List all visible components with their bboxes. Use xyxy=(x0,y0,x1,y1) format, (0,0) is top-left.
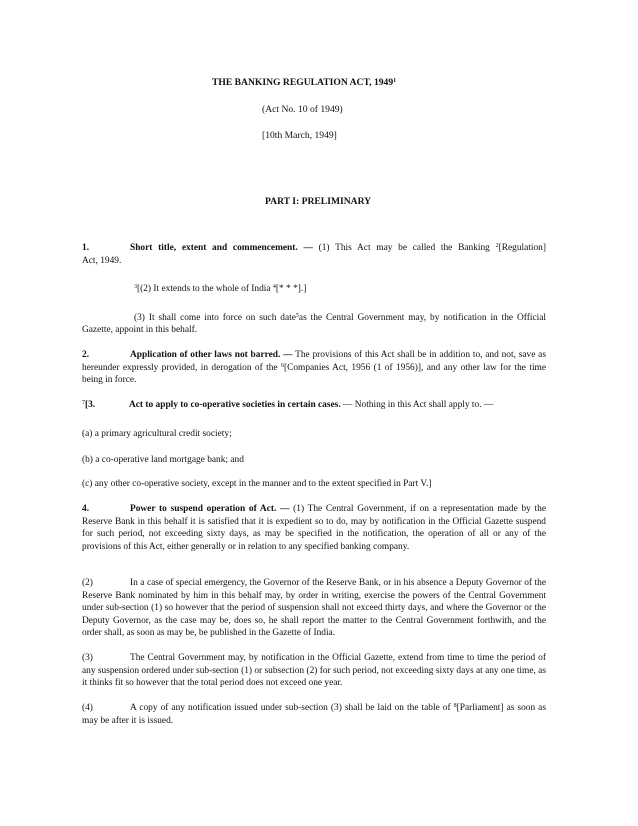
footnote-ref: 1 xyxy=(393,78,397,84)
act-number: (Act No. 10 of 1949) xyxy=(262,104,343,115)
section-1-3: (3) It shall come into force on such date$^5$as the Central Government may, by notification in the Official xyxy=(134,313,546,323)
section-3-item-b: (b) a co-operative land mortgage bank; and xyxy=(82,455,244,465)
section-4-4: (4) A copy of any notification issued under sub-section (3) shall be laid on the table of $^8$[Parliament] as soon as may be after it is issued. xyxy=(82,703,546,726)
section-4-3: (3) The Central Government may, by notification in the Official Gazette, extend from time to time the period of any suspension ordered under sub-section (1) or subsection (2) for such period, not exceeding sixty days at any one time, as it thinks fit so however that the total period does not exceed one year. xyxy=(82,653,546,689)
part-heading: PART I: PRELIMINARY xyxy=(265,196,372,207)
act-date: [10th March, 1949] xyxy=(262,130,337,141)
section-4: 4. Power to suspend operation of Act. — (1) The Central Government, if on a representation made by the Reserve Bank in this behalf it is satisfied that it is expedient so to do, may by notification in the Official Gazette suspend for such period, not exceeding sixty days, as may be specified in the notification, the operation of all or any of the provisions of this Act, either generally or in relation to any specified banking company. xyxy=(82,504,547,552)
section-1-continued: Act, 1949. xyxy=(82,256,122,266)
section-3: $^7$[3. Act to apply to co-operative societies in certain cases. — Nothing in this Act shall apply to. — xyxy=(82,400,494,410)
section-2: 2. Application of other laws not barred. — The provisions of this Act shall be in addition to, and not, save as hereunder expressly provided, in derogation of the $^6$[Companies Act, 1956 (1 of 1956)], and any other law for the time being in force. xyxy=(82,350,546,386)
section-1-3-continued: Gazette, appoint in this behalf. xyxy=(82,325,198,335)
act-title: THE BANKING REGULATION ACT, 1949$^1$ xyxy=(212,77,397,88)
section-1-2: $^3$[(2) It extends to the whole of India $^4$[* * *].] xyxy=(134,284,307,294)
section-3-item-c: (c) any other co-operative society, except in the manner and to the extent specified in Part V.] xyxy=(82,479,432,489)
section-4-2: (2) In a case of special emergency, the Governor of the Reserve Bank, or in his absence a Deputy Governor of the Reserve Bank nominated by him in this behalf may, by order in writing, exercise the powers of the Central Government under sub-section (1) so however that the period of suspension shall not exceed thirty days, and where the Governor or the Deputy Governor, as the case may be, does so, he shall report the matter to the Central Government forthwith, and the order shall, as soon as may be, be published in the Gazette of India. xyxy=(82,578,546,639)
section-3-item-a: (a) a primary agricultural credit society; xyxy=(82,429,232,439)
section-1-heading: 1. Short title, extent and commencement. — (1) This Act may be called the Banking $^2$[Regulation] xyxy=(82,243,546,253)
